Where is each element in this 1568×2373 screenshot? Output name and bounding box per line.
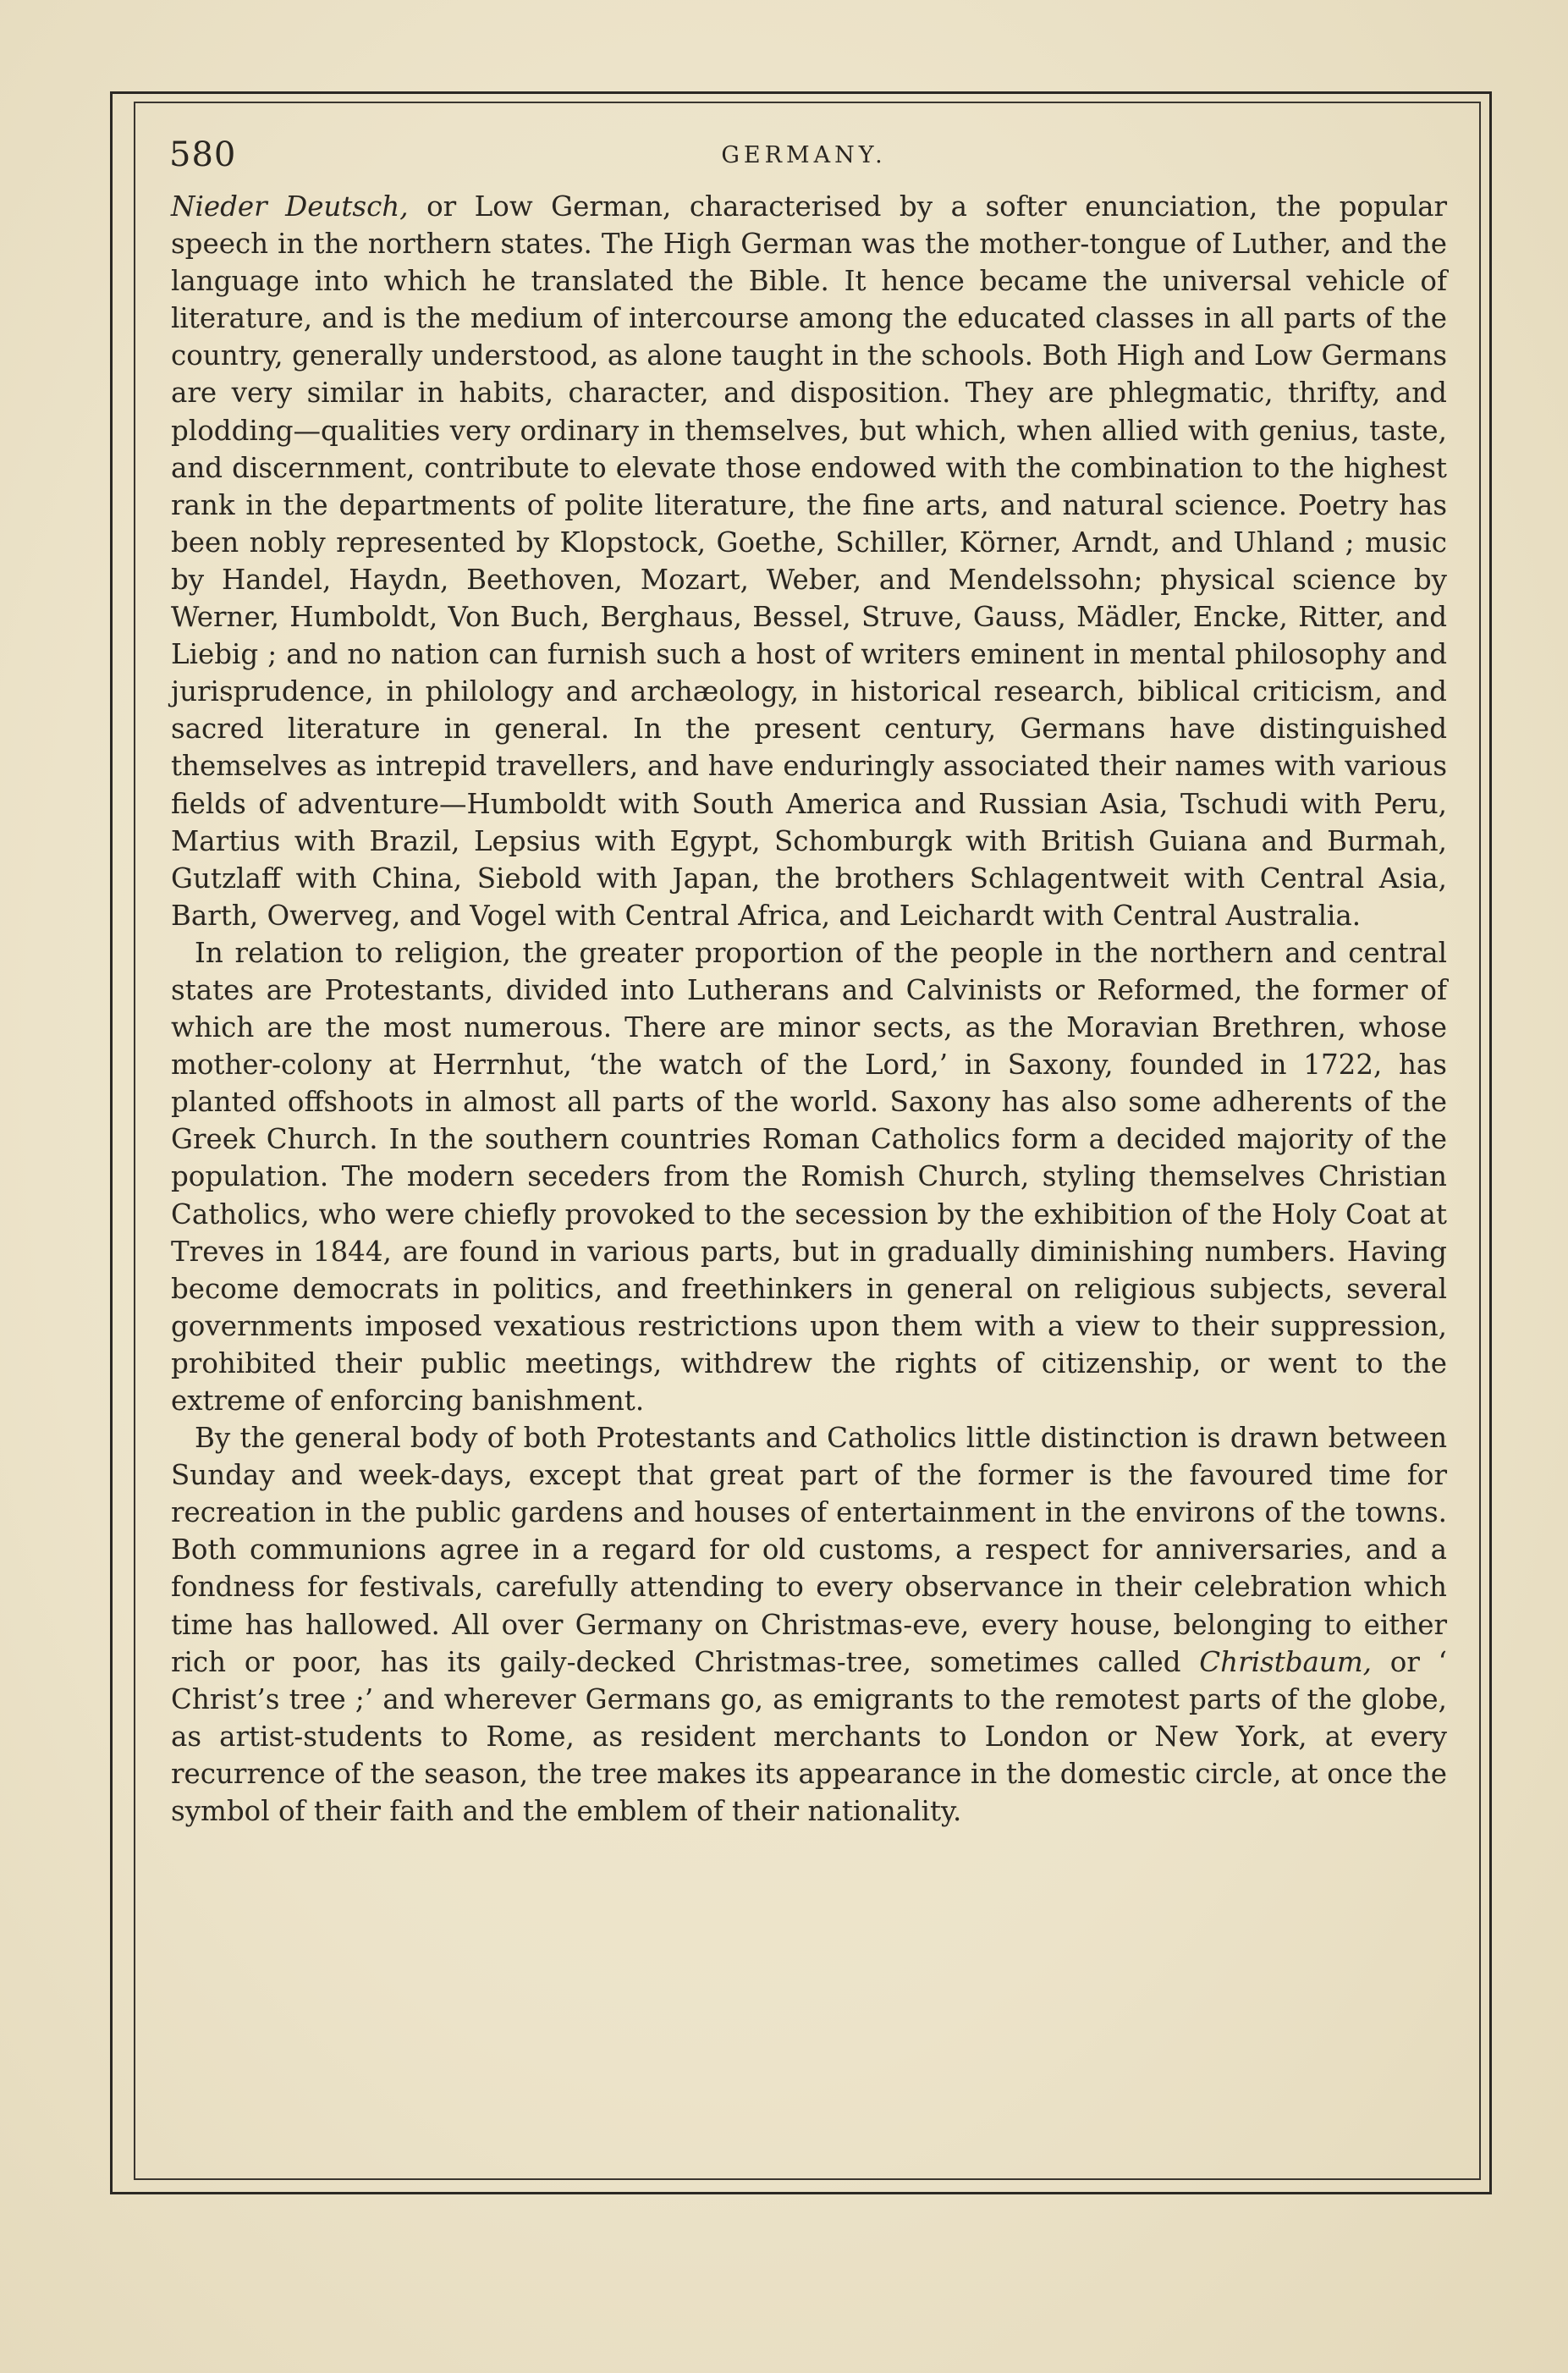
paragraph-3-text-a: By the general body of both Protestants and Catholics little distinction is drawn between Sunday and week-days, except that great part of the former is the favoured time for recreation in the public gardens and houses of entertainment in the environs of the towns. Both communions agree in a regard for old customs, a respect for anniversaries, and a fondness for festivals, carefully attending to every observance in their celebration which time has hallowed. All over Germany on Christmas-eve, every house, belonging to either rich or poor, has its gaily-decked Christmas-tree, sometimes called [171, 1422, 1447, 1678]
page-header [169, 135, 1439, 186]
frame-rule-top-outer [110, 91, 1491, 94]
frame-rule-top-inner [135, 102, 1481, 103]
italic-term: Nieder Deutsch, [171, 190, 409, 223]
running-head: GERMANY. [721, 142, 887, 168]
paragraph-2: In relation to religion, the greater proportion of the people in the northern and central states are Protestants, divided into Lutherans and Calvinists or Reformed, the former of which are the most numerous. There are minor sects, as the Moravian Brethren, whose mother-colony at Herrnhut, ‘the watch of the Lord,’ in Saxony, founded in 1722, has planted offshoots in almost all parts of the world. Saxony has also some adherents of the Greek Church. In the southern countries Roman Catholics form a decided majority of the population. The modern seceders from the Romish Church, styling themselves Christian Catholics, who were chiefly provoked to the secession by the exhibition of the Holy Coat at Treves in 1844, are found in various parts, but in gradually diminishing numbers. Having become democrats in politics, and freethinkers in general on religious subjects, several governments imposed vexatious restrictions upon them with a view to their suppression, prohibited their public meetings, withdrew the rights of citizenship, or went to the extreme of enforcing banishment. [171, 936, 1447, 1417]
italic-term: Christbaum, [1199, 1645, 1373, 1678]
body-text [171, 188, 1447, 1830]
paragraph-3 [171, 1419, 1447, 1830]
frame-rule-left-inner [134, 102, 135, 2180]
frame-rule-bottom-outer [110, 2192, 1492, 2194]
paragraph-1-text: or Low German, characterised by a softer enunciation, the popular speech in the northern states. The High German was the mother-tongue of Luther, and the language into which he translated the Bible. It hence became the universal vehicle of literature, and is the medium of intercourse among the educated classes in all parts of the country, generally understood, as alone taught in the schools. Both High and Low Germans are very similar in habits, character, and disposition. They are phlegmatic, thrifty, and plodding—qualities very ordinary in themselves, but which, when allied with genius, taste, and discernment, contribute to elevate those endowed with the combination to the highest rank in the departments of polite literature, the fine arts, and natural science. Poetry has been nobly represented by Klopstock, Goethe, Schiller, Körner, Arndt, and Uhland ; music by Handel, Haydn, Beethoven, Mozart, Weber, and Mendelssohn; physical science by Werner, Humboldt, Von Buch, Berghaus, Bessel, Struve, Gauss, Mädler, Encke, Ritter, and Liebig ; and no nation can furnish such a host of writers eminent in mental philosophy and jurisprudence, in philology and archæology, in historical research, biblical criticism, and sacred literature in general. In the present century, Germans have distinguished themselves as intrepid travellers, and have enduringly associated their names with various fields of adventure—Humboldt with South America and Russian Asia, Tschudi with Peru, Martius with Brazil, Lepsius with Egypt, Schomburgk with British Guiana and Burmah, Gutzlaff with China, Siebold with Japan, the brothers Schlagentweit with Central Asia, Barth, Owerveg, and Vogel with Central Africa, and Leichardt with Central Australia. [171, 190, 1447, 932]
page-number: 580 [169, 135, 237, 174]
frame-rule-right-outer [1489, 91, 1492, 2194]
paragraph-3-text-b: or ‘ Christ’s tree ;’ and wherever Germans go, as emigrants to the remotest parts of the globe, as artist-students to Rome, as resident merchants to London or New York, at every recurrence of the season, the tree makes its appearance in the domestic circle, at once the symbol of their faith and the emblem of their nationality. [171, 1645, 1447, 1828]
frame-rule-right-inner [1479, 102, 1481, 2180]
frame-rule-left-outer [110, 91, 113, 2194]
frame-rule-bottom-inner [134, 2178, 1481, 2180]
paragraph-1 [171, 188, 1447, 934]
